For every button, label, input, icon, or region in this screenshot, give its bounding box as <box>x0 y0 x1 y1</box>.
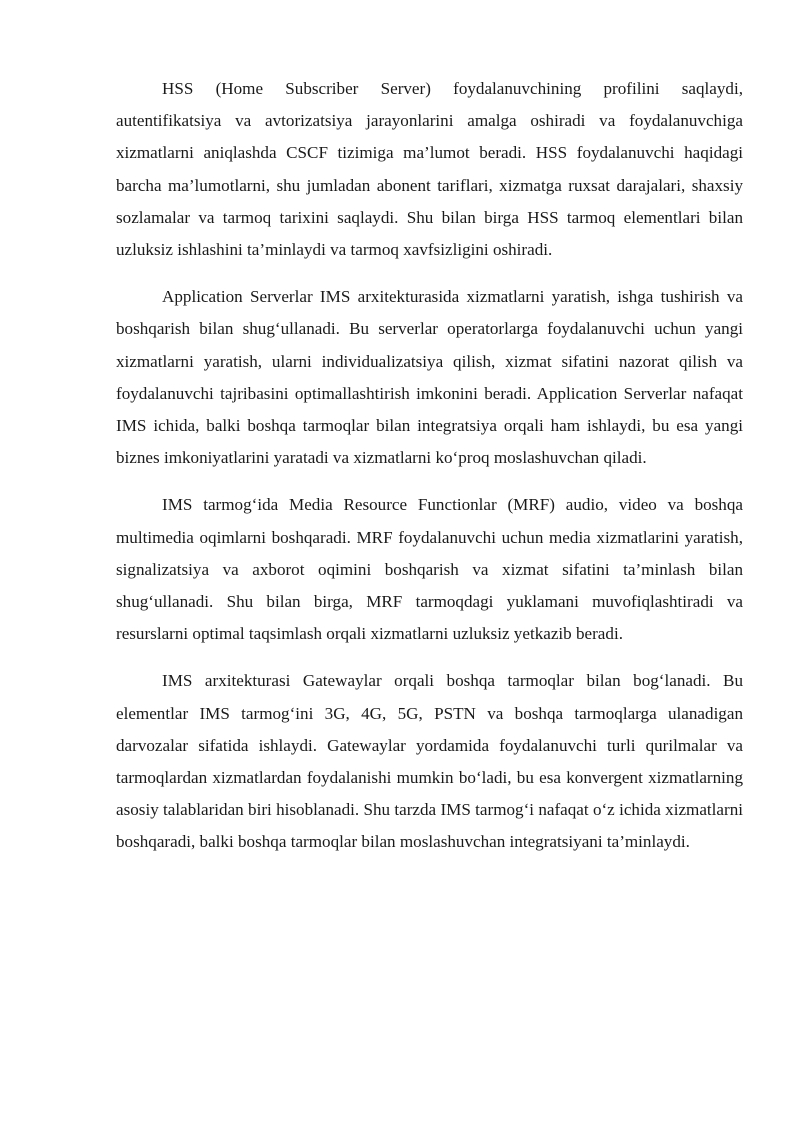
paragraph-mrf: IMS tarmog‘ida Media Resource Functionlar (MRF) audio, video va boshqa multimedia oqimlarni boshqaradi. MRF foydalanuvchi uchun media xizmatlarini yaratish, signalizatsiya va axborot oqimini boshqarish va xizmat sifatini ta’minlash bilan shug‘ullanadi. Shu bilan birga, MRF tarmoqdagi yuklamani muvofiqlashtiradi va resurslarni optimal taqsimlash orqali xizmatlarni uzluksiz yetkazib beradi. <box>116 495 743 644</box>
paragraph-application-servers: Application Serverlar IMS arxitekturasida xizmatlarni yaratish, ishga tushirish va boshqarish bilan shug‘ullanadi. Bu serverlar operatorlarga foydalanuvchi uchun yangi xizmatlarni yaratish, ularni individualizatsiya qilish, xizmat sifatini nazorat qilish va foydalanuvchi tajribasini optimallashtirish imkonini beradi. Application Serverlar nafaqat IMS ichida, balki boshqa tarmoqlar bilan integratsiya orqali ham ishlaydi, bu esa yangi biznes imkoniyatlarini yaratadi va xizmatlarni ko‘proq moslashuvchan qiladi. <box>116 287 743 468</box>
paragraph-hss: HSS (Home Subscriber Server) foydalanuvchining profilini saqlaydi, autentifikatsiya va avtorizatsiya jarayonlarini amalga oshiradi va foydalanuvchiga xizmatlarni aniqlashda CSCF tizimiga ma’lumot beradi. HSS foydalanuvchi haqidagi barcha ma’lumotlarni, shu jumladan abonent tariflari, xizmatga ruxsat darajalari, shaxsiy sozlamalar va tarmoq tarixini saqlaydi. Shu bilan birga HSS tarmoq elementlari bilan uzluksiz ishlashini ta’minlaydi va tarmoq xavfsizligini oshiradi. <box>116 79 743 260</box>
paragraph-gateways: IMS arxitekturasi Gatewaylar orqali boshqa tarmoqlar bilan bog‘lanadi. Bu elementlar IMS tarmog‘ini 3G, 4G, 5G, PSTN va boshqa tarmoqlarga ulanadigan darvozalar sifatida ishlaydi. Gatewaylar yordamida foydalanuvchi turli qurilmalar va tarmoqlardan xizmatlardan foydalanishi mumkin bo‘ladi, bu esa konvergent xizmatlarning asosiy talablaridan biri hisoblanadi. Shu tarzda IMS tarmog‘i nafaqat o‘z ichida xizmatlarni boshqaradi, balki boshqa tarmoqlar bilan moslashuvchan integratsiyani ta’minlaydi. <box>116 671 743 852</box>
document-body <box>116 73 743 874</box>
